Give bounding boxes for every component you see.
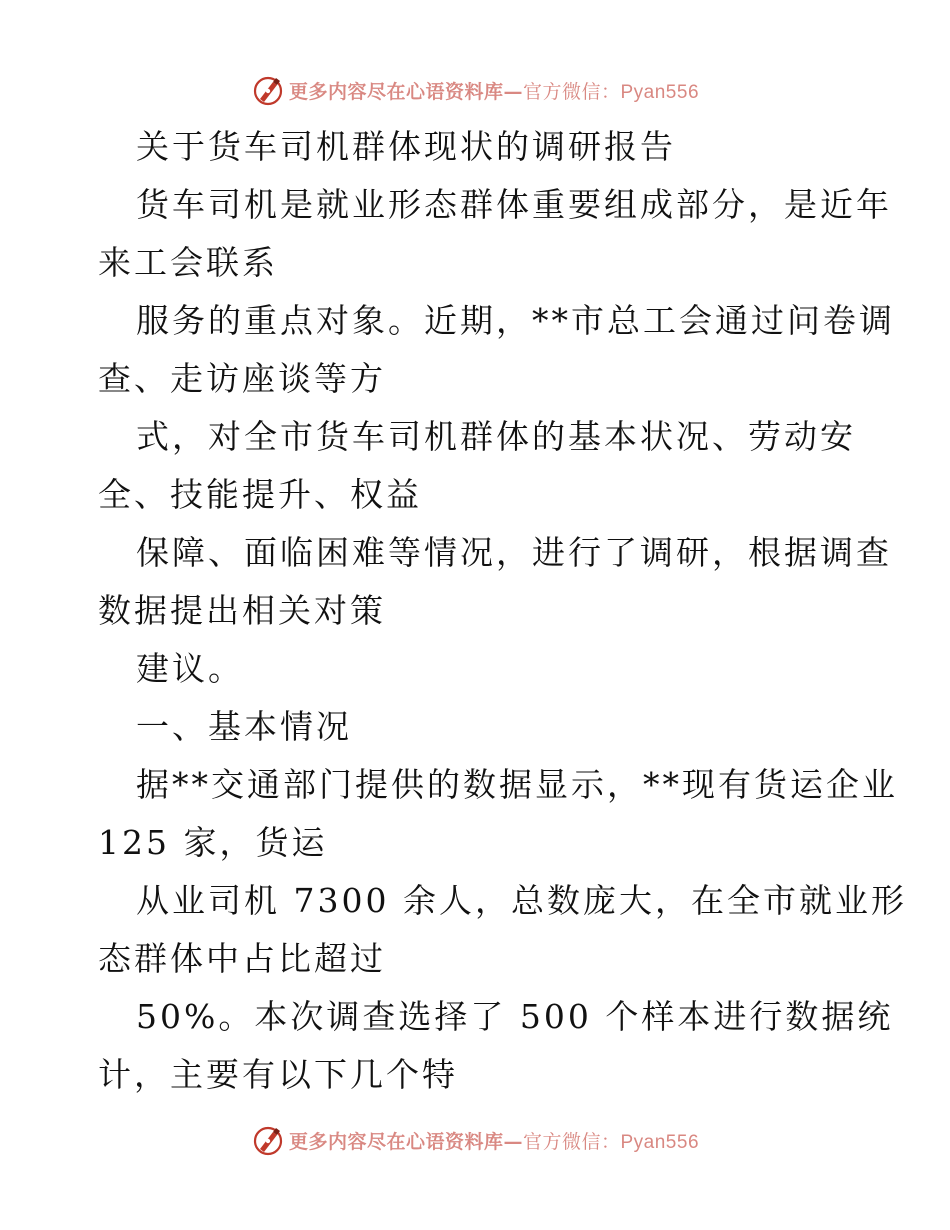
paragraph-line: 50%。本次调查选择了 500 个样本进行数据统: [136, 997, 894, 1036]
paragraph-line: 式，对全市货车司机群体的基本状况、劳动安: [136, 417, 856, 456]
watermark-banner-bottom: [0, 1120, 950, 1160]
paragraph-line: 数据提出相关对策: [98, 591, 386, 630]
paragraph-line: 建议。: [136, 649, 244, 688]
watermark-banner-inner: [251, 73, 699, 107]
paragraph-line: 从业司机 7300 余人，总数庞大，在全市就业形: [136, 881, 907, 920]
watermark-text: [289, 77, 699, 104]
paragraph-line: 查、走访座谈等方: [98, 359, 386, 398]
paragraph-line: 据**交通部门提供的数据显示，**现有货运企业: [136, 765, 898, 804]
watermark-text: [289, 1127, 699, 1154]
watermark-site-text: 更多内容尽在心语资料库—: [288, 1130, 523, 1153]
section-heading: 一、基本情况: [136, 707, 352, 746]
paragraph-line: 服务的重点对象。近期，**市总工会通过问卷调: [136, 301, 895, 340]
paragraph-line: 保障、面临困难等情况，进行了调研，根据调查: [136, 533, 892, 572]
paragraph-line: 125 家，货运: [98, 823, 328, 862]
document-title: 关于货车司机群体现状的调研报告: [136, 127, 676, 166]
pen-circle-logo-icon: [251, 73, 285, 107]
document-body: [98, 118, 907, 1104]
paragraph-line: 来工会联系: [98, 243, 278, 282]
watermark-wechat-text: 官方微信：Pyan556: [523, 81, 700, 103]
pen-circle-logo-icon: [251, 1123, 285, 1157]
watermark-banner-top: [0, 70, 950, 110]
watermark-wechat-text: 官方微信：Pyan556: [523, 1131, 700, 1153]
watermark-banner-inner: [251, 1123, 699, 1157]
watermark-site-text: 更多内容尽在心语资料库—: [288, 80, 523, 103]
paragraph-line: 货车司机是就业形态群体重要组成部分，是近年: [136, 185, 892, 224]
paragraph-line: 态群体中占比超过: [98, 939, 386, 978]
paragraph-line: 计，主要有以下几个特: [98, 1055, 458, 1094]
paragraph-line: 全、技能提升、权益: [98, 475, 422, 514]
